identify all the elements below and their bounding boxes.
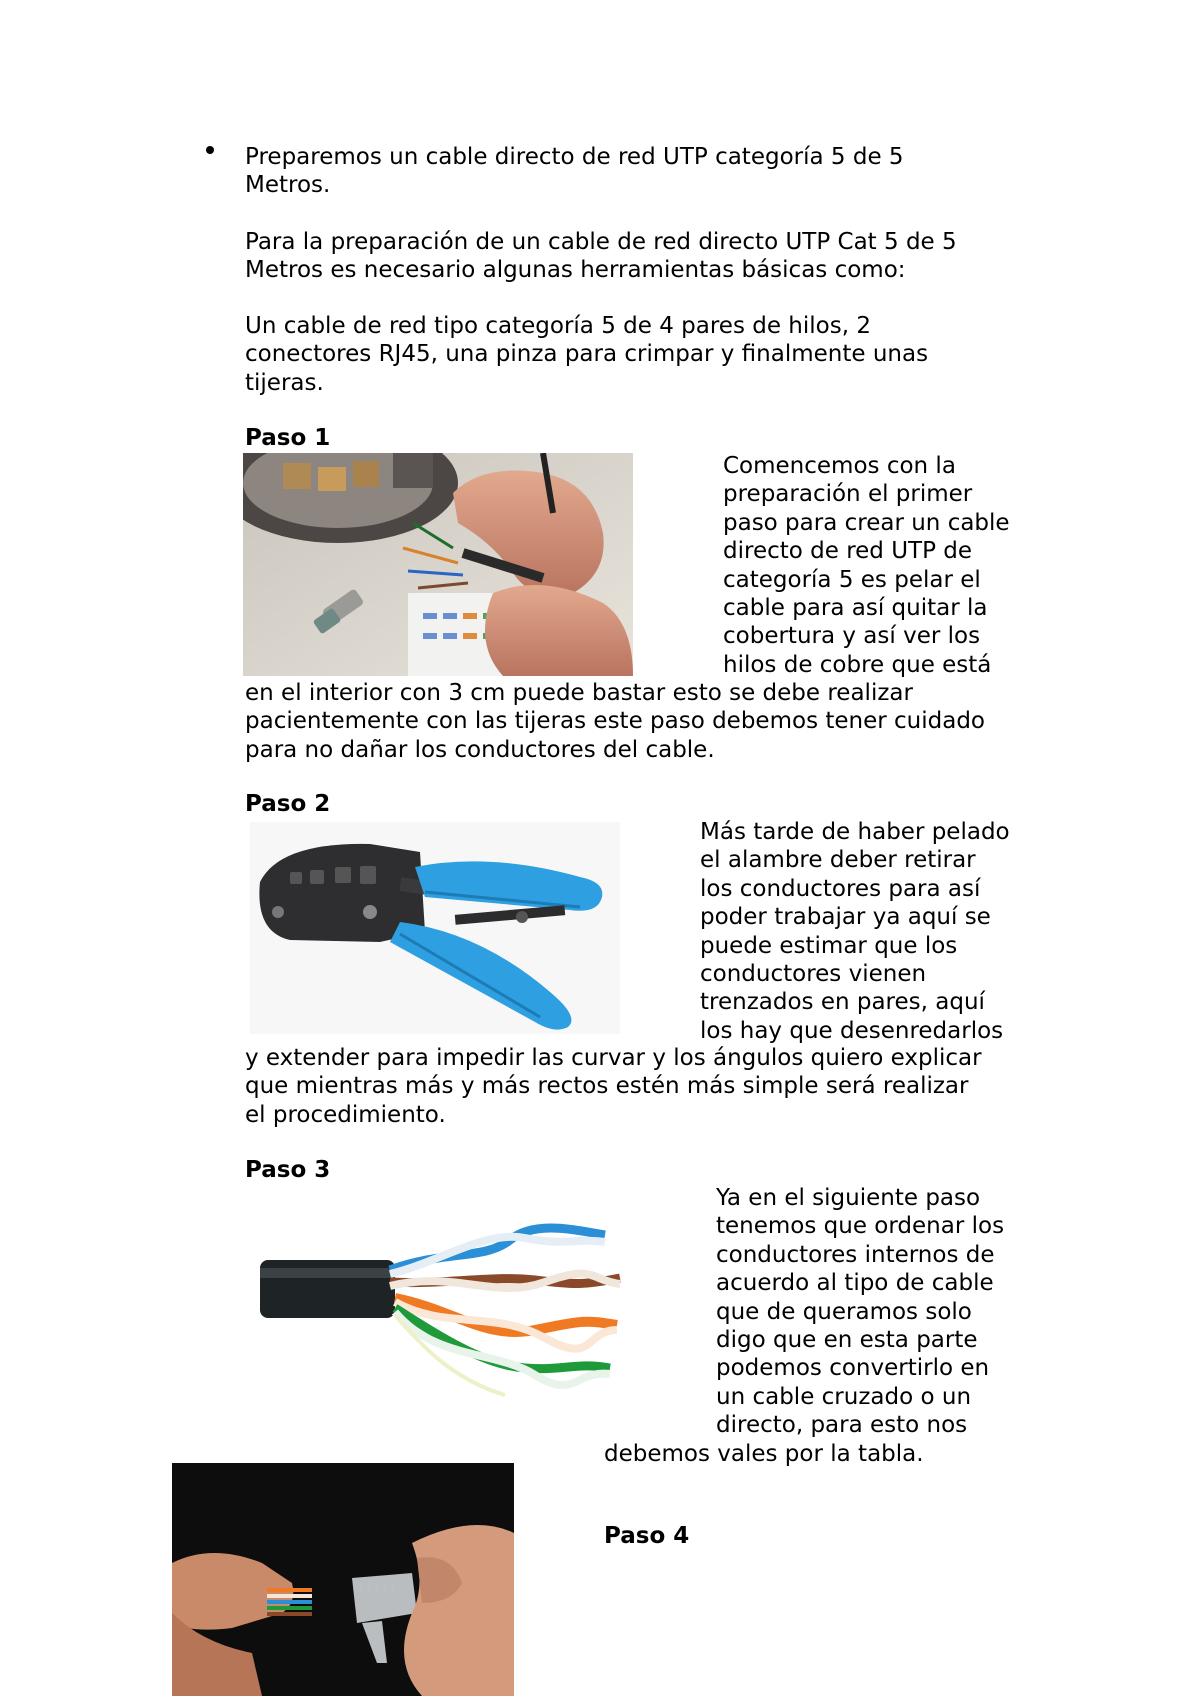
text-line: puede estimar que los: [700, 932, 958, 959]
step-2-side-text: [700, 818, 1010, 1045]
text-line: pacientemente con las tijeras este paso debemos tener cuidado: [245, 708, 985, 735]
text-line: el alambre deber retirar: [700, 847, 976, 874]
text-line: Metros es necesario algunas herramientas básicas como:: [245, 257, 906, 284]
text-line: en el interior con 3 cm puede bastar esto se debe realizar: [245, 680, 913, 706]
step-4-title: Paso 4: [604, 1523, 690, 1549]
text-line: Ya en el siguiente paso: [716, 1185, 981, 1211]
text-line: conductores vienen: [700, 960, 927, 987]
text-line: paso para crear un cable: [723, 509, 1010, 536]
step-1-continued-text: [245, 679, 985, 764]
text-line: conectores RJ45, una pinza para crimpar y finalmente unas: [245, 341, 929, 368]
text-line: hilos de cobre que está: [723, 651, 992, 678]
text-line: debemos vales por la tabla.: [604, 1441, 924, 1467]
text-line: tijeras.: [245, 369, 324, 396]
intro-bullet-text: [245, 143, 904, 200]
step-3-continued-text: [604, 1440, 924, 1468]
text-line: Metros.: [245, 172, 331, 199]
step-3-photo-twisted-pairs: [255, 1190, 630, 1405]
step-3-title: Paso 3: [245, 1157, 331, 1183]
text-line: los conductores para así: [700, 875, 981, 902]
step-1-photo-stripping-cable: [243, 453, 633, 676]
text-line: Más tarde de haber pelado: [700, 819, 1010, 845]
text-line: Preparemos un cable directo de red UTP categoría 5 de 5: [245, 144, 904, 170]
text-line: para no dañar los conductores del cable.: [245, 736, 715, 763]
text-line: directo de red UTP de: [723, 538, 973, 565]
text-line: Un cable de red tipo categoría 5 de 4 pares de hilos, 2: [245, 313, 871, 339]
text-line: preparación el primer: [723, 481, 973, 508]
text-line: los hay que desenredarlos: [700, 1017, 1004, 1044]
step-2-title: Paso 2: [245, 791, 331, 817]
text-line: que de queramos solo: [716, 1298, 972, 1325]
text-line: Para la preparación de un cable de red directo UTP Cat 5 de 5: [245, 229, 957, 255]
bullet-point: [206, 146, 214, 154]
step-3-side-text: [716, 1184, 1004, 1440]
step-1-title: Paso 1: [245, 425, 331, 451]
text-line: digo que en esta parte: [716, 1326, 978, 1353]
text-line: el procedimiento.: [245, 1101, 446, 1128]
step-2-photo-crimping-tool: [250, 822, 620, 1034]
text-line: cobertura y así ver los: [723, 623, 981, 650]
text-line: Comencemos con la: [723, 453, 956, 479]
text-line: tenemos que ordenar los: [716, 1213, 1005, 1240]
text-line: poder trabajar ya aquí se: [700, 904, 991, 931]
text-line: directo, para esto nos: [716, 1412, 968, 1439]
text-line: trenzados en pares, aquí: [700, 989, 985, 1016]
step-4-photo-rj45-connector: [172, 1463, 514, 1696]
intro-paragraph-tools: [245, 228, 957, 285]
text-line: categoría 5 es pelar el: [723, 566, 981, 593]
text-line: podemos convertirlo en: [716, 1355, 990, 1382]
text-line: cable para así quitar la: [723, 594, 988, 621]
text-line: acuerdo al tipo de cable: [716, 1270, 994, 1297]
text-line: conductores internos de: [716, 1241, 995, 1268]
text-line: un cable cruzado o un: [716, 1383, 972, 1410]
step-2-continued-text: [245, 1044, 982, 1129]
text-line: que mientras más y más rectos estén más simple será realizar: [245, 1073, 969, 1100]
text-line: y extender para impedir las curvar y los ángulos quiero explicar: [245, 1045, 982, 1071]
step-1-side-text: [723, 452, 1010, 679]
intro-paragraph-materials: [245, 312, 928, 397]
